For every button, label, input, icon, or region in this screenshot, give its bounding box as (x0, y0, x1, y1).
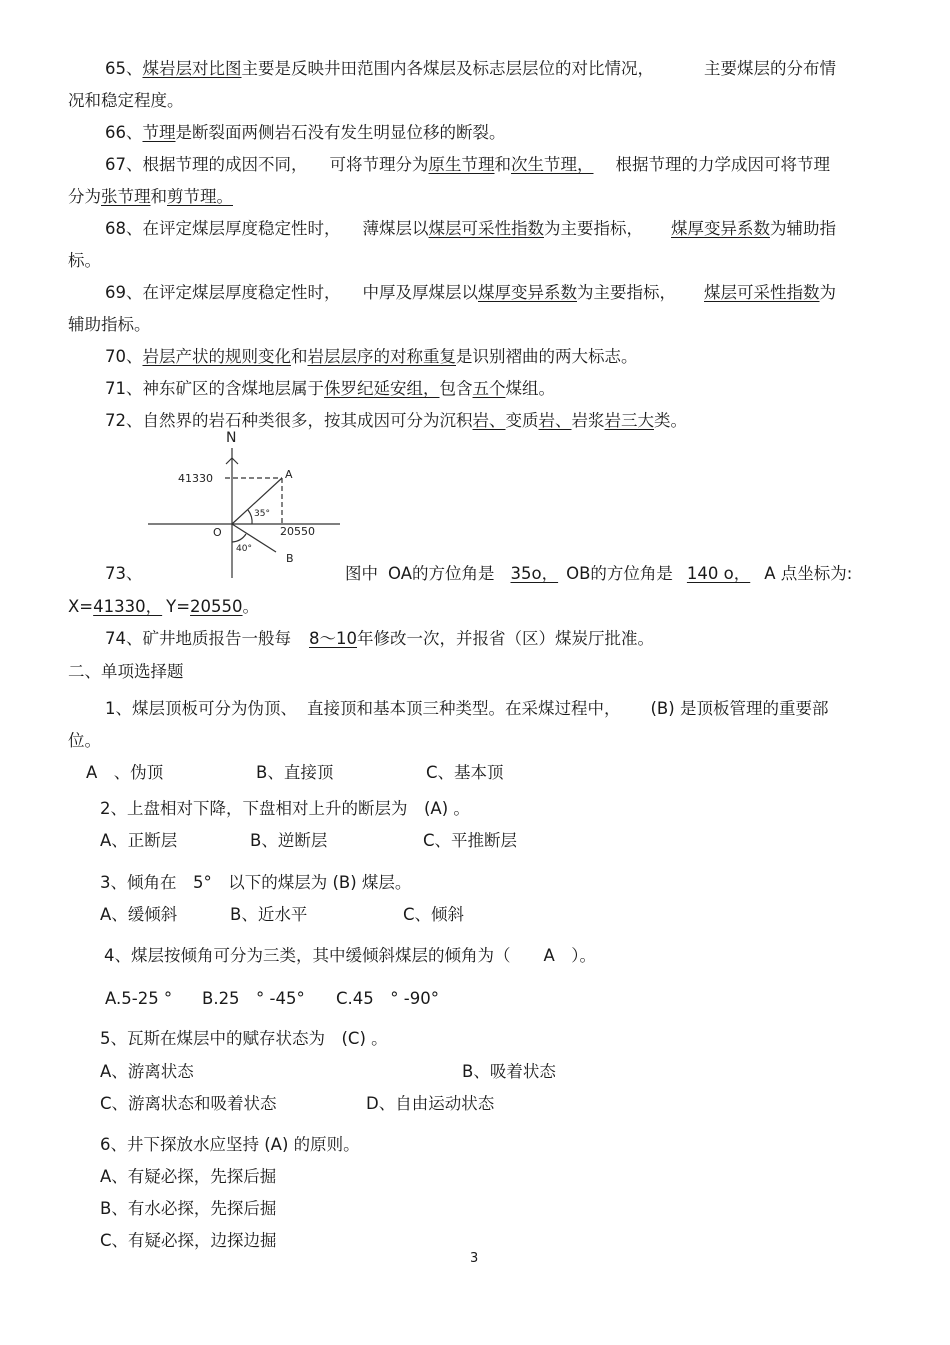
mc2-question: 2、上盘相对下降，下盘相对上升的断层为 (A) 。 (100, 799, 470, 818)
mc3-option-c: C、倾斜 (403, 905, 465, 924)
mc1-option-a: A 、伪顶 (86, 763, 164, 782)
mc4-option-b: B.25 ° -45° (202, 989, 305, 1008)
q67-line1: 67、根据节理的成因不同， 可将节理分为原生节理和次生节理， 根据节理的力学成因可将节理 (105, 155, 830, 174)
q69-line1: 69、在评定煤层厚度稳定性时， 中厚及厚煤层以煤厚变异系数为主要指标， 煤层可采性指数为 (105, 283, 836, 302)
mc1-option-c: C、基本顶 (426, 763, 504, 782)
q65-line1: 65、煤岩层对比图主要是反映井田范围内各煤层及标志层层位的对比情况， 主要煤层的分布情 (105, 59, 836, 78)
q65-line2: 况和稳定程度。 (68, 91, 184, 110)
mc5-option-d: D、自由运动状态 (366, 1094, 495, 1113)
angle-arc-a (248, 510, 252, 524)
q72-line: 72、自然界的岩石种类很多，按其成因可分为沉积岩、变质岩、岩浆岩三大类。 (105, 411, 687, 430)
angle-b-label: 40° (236, 544, 252, 554)
azimuth-diagram (140, 430, 350, 580)
x-coord-label: 20550 (280, 525, 315, 538)
mc4-question: 4、煤层按倾角可分为三类，其中缓倾斜煤层的倾角为（ A ）。 (104, 946, 597, 965)
q68-line2: 标。 (68, 251, 101, 270)
point-b-label: B (286, 552, 294, 565)
angle-a-label: 35° (254, 509, 270, 519)
mc5-question: 5、瓦斯在煤层中的赋存状态为 (C) 。 (100, 1029, 388, 1048)
mc5-option-c: C、游离状态和吸着状态 (100, 1094, 277, 1113)
point-a-label: A (285, 468, 293, 481)
q68-line1: 68、在评定煤层厚度稳定性时， 薄煤层以煤层可采性指数为主要指标， 煤厚变异系数为辅助指 (105, 219, 836, 238)
q74-line: 74、矿井地质报告一般每 8～10年修改一次，并报省（区）煤炭厅批准。 (105, 629, 654, 648)
page-number: 3 (470, 1251, 479, 1266)
mc3-option-a: A、缓倾斜 (100, 905, 178, 924)
origin-label: O (213, 526, 222, 539)
q71-line: 71、神东矿区的含煤地层属于侏罗纪延安组，包含五个煤组。 (105, 379, 555, 398)
mc2-option-b: B、逆断层 (250, 831, 328, 850)
q69-line2: 辅助指标。 (68, 315, 151, 334)
q73-line2: X=41330， Y=20550。 (68, 597, 260, 616)
mc4-option-a: A.5-25 ° (105, 989, 173, 1008)
mc6-option-a: A、有疑必探，先探后掘 (100, 1167, 277, 1186)
q66-line: 66、节理是断裂面两侧岩石没有发生明显位移的断裂。 (105, 123, 506, 142)
mc3-option-b: B、近水平 (230, 905, 308, 924)
q73-line1: 图中 OA的方位角是 35o， OB的方位角是 140 o， A 点坐标为: (345, 564, 853, 583)
y-coord-label: 41330 (178, 472, 213, 485)
q67-line2: 分为张节理和剪节理。 (68, 187, 233, 206)
mc1-question-line1: 1、煤层顶板可分为伪顶、 直接顶和基本顶三种类型。在采煤过程中， (B) 是顶板管理的重要部 (105, 699, 829, 718)
mc6-option-b: B、有水必探，先探后掘 (100, 1199, 277, 1218)
mc6-question: 6、井下探放水应坚持 (A) 的原则。 (100, 1135, 360, 1154)
q70-line: 70、岩层产状的规则变化和岩层层序的对称重复是识别褶曲的两大标志。 (105, 347, 638, 366)
q73-number: 73、 (105, 564, 143, 583)
mc2-option-a: A、正断层 (100, 831, 178, 850)
mc6-option-c: C、有疑必探，边探边掘 (100, 1231, 277, 1250)
mc5-option-a: A、游离状态 (100, 1062, 194, 1081)
mc2-option-c: C、平推断层 (423, 831, 518, 850)
mc1-question-line2: 位。 (68, 731, 101, 750)
mc1-option-b: B、直接顶 (256, 763, 334, 782)
north-label: N (226, 430, 237, 446)
angle-arc-b (232, 534, 246, 542)
section-heading: 二、单项选择题 (68, 662, 184, 681)
mc5-option-b: B、吸着状态 (462, 1062, 556, 1081)
mc3-question: 3、倾角在 5° 以下的煤层为 (B) 煤层。 (100, 873, 412, 892)
mc4-option-c: C.45 ° -90° (336, 989, 439, 1008)
